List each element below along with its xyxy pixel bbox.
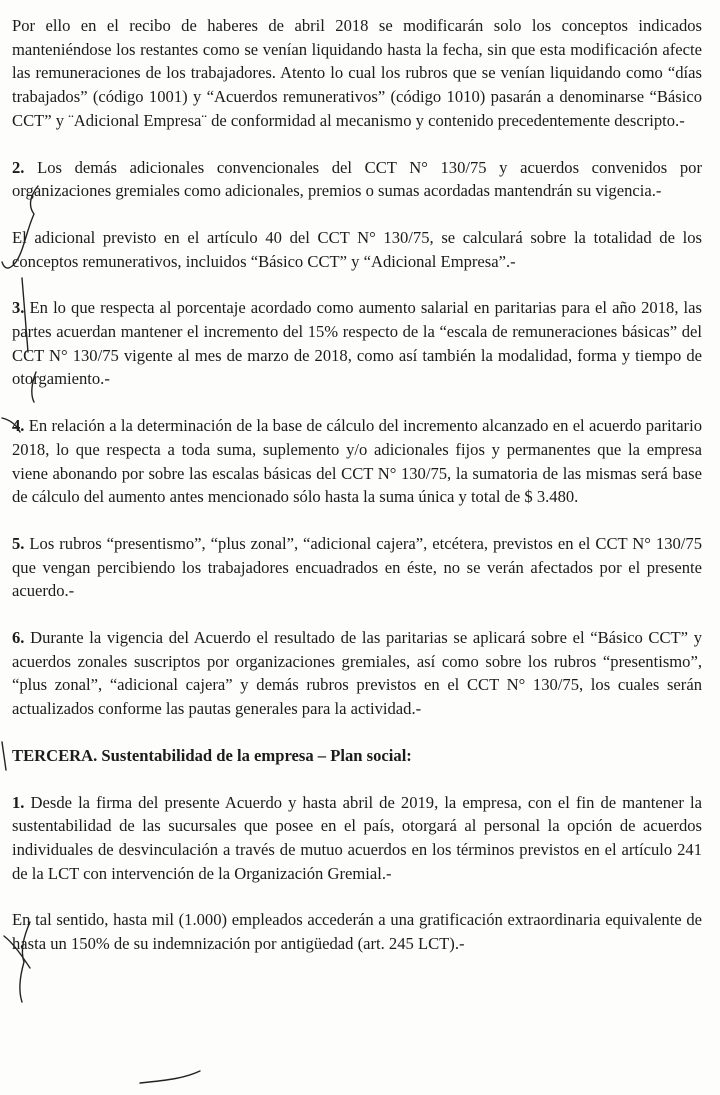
paragraph-text: En relación a la determinación de la base de cálculo del incremento alcanzado en el acuerdo paritario 2018, lo que respecta a toda suma, suplemento y/o adicionales fijos y permanentes que la empresa viene abonando por sobre las escalas básicas del CCT N° 130/75, la sumatoria de las mismas será base de cálculo del aumento antes mencionado sólo hasta la suma única y total de $ 3.480.: [12, 416, 702, 507]
item-number: 6.: [12, 628, 25, 648]
item-number: 3.: [12, 298, 25, 318]
paragraph-text: Los rubros “presentismo”, “plus zonal”, “adicional cajera”, etcétera, previstos en el CCT N° 130/75 que vengan percibiendo los trabajadores encuadrados en éste, no se verán afectados por el presente acuerdo.-: [12, 533, 702, 601]
document-page: [12, 14, 702, 956]
paragraph-intro: Por ello en el recibo de haberes de abril 2018 se modificarán solo los conceptos indicados manteniéndose los restantes como se venían liquidando hasta la fecha, sin que esta modificación afecte las remuneraciones de los trabajadores. Atento lo cual los rubros que se venían liquidando como “días trabajados” (código 1001) y “Acuerdos remunerativos” (código 1010) pasarán a denominarse “Básico CCT” y ¨Adicional Empresa¨ de conformidad al mecanismo y contenido precedentemente descripto.-: [12, 16, 702, 130]
section-heading-tercera: TERCERA. Sustentabilidad de la empresa – Plan social:: [12, 745, 412, 765]
item-number: 5.: [12, 533, 25, 553]
paragraph-3: [12, 296, 702, 391]
paragraph-gratificacion: En tal sentido, hasta mil (1.000) empleados accederán a una gratificación extraordinaria equivalente de hasta un 150% de su indemnización por antigüedad (art. 245 LCT).-: [12, 910, 702, 954]
paragraph-adicional-art40: El adicional previsto en el artículo 40 del CCT N° 130/75, se calculará sobre la totalidad de los conceptos remunerativos, incluidos “Básico CCT” y “Adicional Empresa”.-: [12, 227, 702, 271]
paragraph-text: Desde la firma del presente Acuerdo y hasta abril de 2019, la empresa, con el fin de mantener la sustentabilidad de las sucursales que posee en el país, otorgará al personal la opción de acuerdos individuales de desvinculación a través de mutuo acuerdos en los términos previstos en el artículo 241 de la LCT con intervención de la Organización Gremial.-: [12, 792, 702, 883]
paragraph-tercera-1: [12, 791, 702, 886]
paragraph-text: Durante la vigencia del Acuerdo el resultado de las paritarias se aplicará sobre el “Básico CCT” y acuerdos zonales suscriptos por organizaciones gremiales, así como sobre los rubros “presentismo”, “plus zonal”, “adicional cajera” y demás rubros previstos en el CCT N° 130/75, los cuales serán actualizados conforme las pautas generales para la actividad.-: [12, 628, 702, 719]
paragraph-2: [12, 156, 702, 203]
item-number: 2.: [12, 157, 25, 177]
paragraph-4: [12, 414, 702, 509]
item-number: 1.: [12, 792, 25, 812]
paragraph-6: [12, 626, 702, 721]
item-number: 4.: [12, 416, 25, 436]
paragraph-text: Los demás adicionales convencionales del CCT N° 130/75 y acuerdos convenidos por organizaciones gremiales como adicionales, premios o sumas acordadas mantendrán su vigencia.-: [12, 157, 702, 201]
paragraph-text: En lo que respecta al porcentaje acordado como aumento salarial en paritarias para el año 2018, las partes acuerdan mantener el incremento del 15% respecto de la “escala de remuneraciones básicas” del CCT N° 130/75 vigente al mes de marzo de 2018, como así también la modalidad, forma y tiempo de otorgamiento.-: [12, 298, 702, 389]
paragraph-5: [12, 532, 702, 603]
